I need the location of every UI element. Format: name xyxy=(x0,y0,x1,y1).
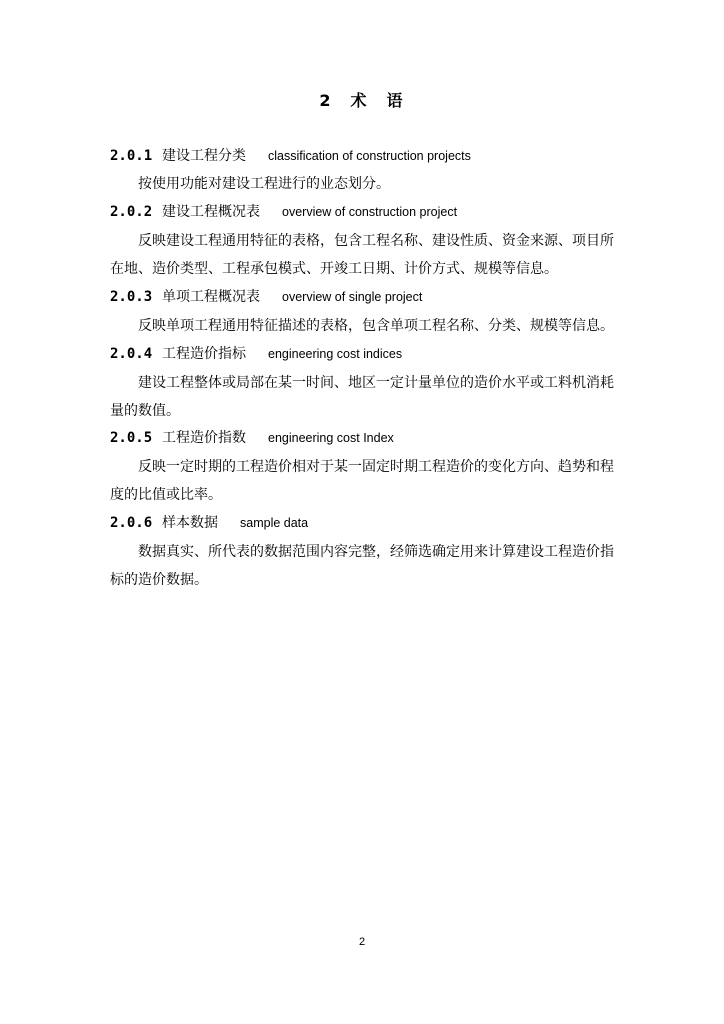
term-chinese: 单项工程概况表 xyxy=(162,289,260,305)
term-chinese: 建设工程概况表 xyxy=(162,204,260,220)
chapter-title: 2 术 语 xyxy=(319,91,405,110)
term-heading xyxy=(110,427,630,449)
page-number: 2 xyxy=(358,936,366,948)
term-english: engineering cost Index xyxy=(268,431,394,445)
term-number: 2.0.5 xyxy=(110,430,153,446)
term-definition: 数据真实、所代表的数据范围内容完整，经筛选确定用来计算建设工程造价指标的造价数据。 xyxy=(110,544,614,588)
term-definition: 反映一定时期的工程造价相对于某一固定时期工程造价的变化方向、趋势和程度的比值或比率。 xyxy=(110,459,614,503)
term-number: 2.0.6 xyxy=(110,515,153,531)
term-number: 2.0.3 xyxy=(110,289,153,305)
term-heading xyxy=(110,512,630,534)
term-english: sample data xyxy=(240,516,309,530)
term-english: engineering cost indices xyxy=(268,347,403,361)
term-number: 2.0.4 xyxy=(110,346,153,362)
term-heading xyxy=(110,145,630,167)
term-chinese: 建设工程分类 xyxy=(162,148,246,164)
term-number: 2.0.2 xyxy=(110,204,153,220)
term-english: classification of construction projects xyxy=(268,149,471,163)
term-heading xyxy=(110,286,630,308)
term-definition: 按使用功能对建设工程进行的业态划分。 xyxy=(138,176,390,192)
term-definition: 反映单项工程通用特征描述的表格，包含单项工程名称、分类、规模等信息。 xyxy=(138,318,614,334)
term-heading xyxy=(110,201,630,223)
term-english: overview of construction project xyxy=(282,205,458,219)
term-chinese: 样本数据 xyxy=(162,515,218,531)
term-definition: 建设工程整体或局部在某一时间、地区一定计量单位的造价水平或工料机消耗量的数值。 xyxy=(110,375,614,419)
term-number: 2.0.1 xyxy=(110,148,153,164)
term-heading xyxy=(110,343,630,365)
term-chinese: 工程造价指数 xyxy=(162,430,246,446)
term-chinese: 工程造价指标 xyxy=(162,346,246,362)
term-english: overview of single project xyxy=(282,290,423,304)
term-definition: 反映建设工程通用特征的表格，包含工程名称、建设性质、资金来源、项目所在地、造价类型、工程承包模式、开竣工日期、计价方式、规模等信息。 xyxy=(110,233,614,277)
